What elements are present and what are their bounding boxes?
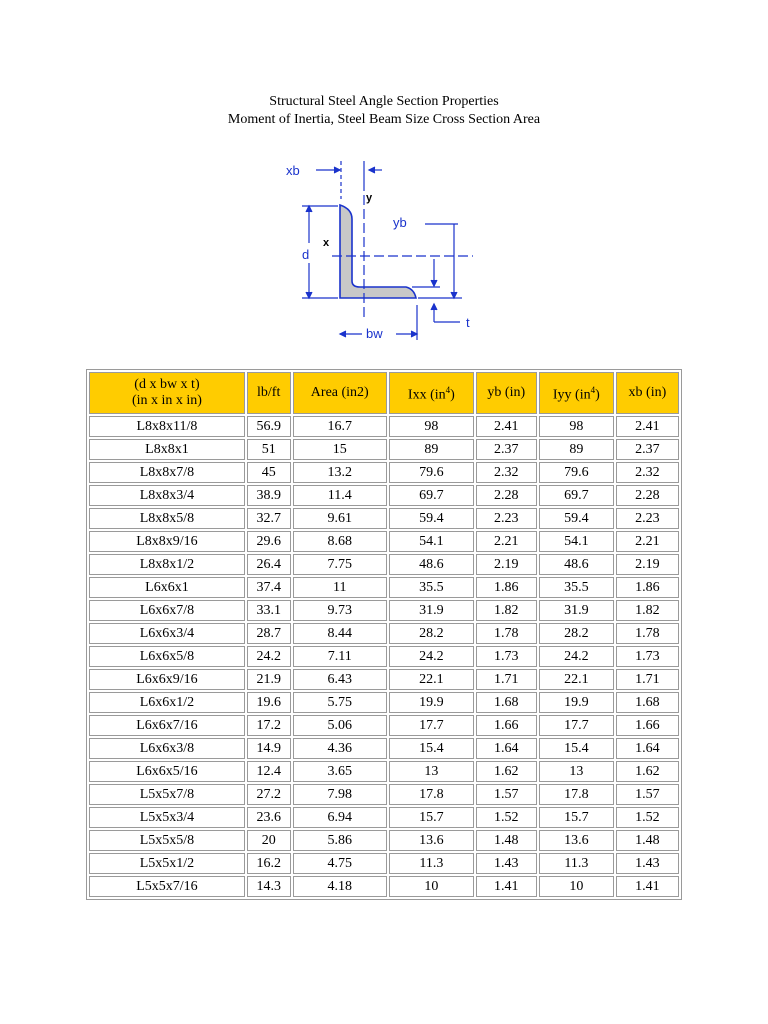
header-ixx-exp: 4	[445, 385, 451, 396]
cell-xb: 1.57	[616, 784, 679, 805]
label-yb: yb	[393, 215, 407, 230]
cell-yb: 1.73	[476, 646, 537, 667]
cell-lbft: 27.2	[247, 784, 291, 805]
cell-lbft: 17.2	[247, 715, 291, 736]
table-row	[89, 623, 679, 644]
cell-iyy: 48.6	[539, 554, 614, 575]
cell-lbft: 21.9	[247, 669, 291, 690]
cell-xb: 2.32	[616, 462, 679, 483]
cell-ixx: 98	[389, 416, 474, 437]
cell-iyy: 22.1	[539, 669, 614, 690]
cell-xb: 1.52	[616, 807, 679, 828]
cell-area: 8.68	[293, 531, 388, 552]
cell-ixx: 24.2	[389, 646, 474, 667]
header-area: Area (in2)	[293, 372, 388, 414]
cell-iyy: 13.6	[539, 830, 614, 851]
cell-yb: 2.23	[476, 508, 537, 529]
angle-section-diagram	[280, 155, 490, 345]
cell-xb: 1.82	[616, 600, 679, 621]
cell-lbft: 14.9	[247, 738, 291, 759]
cell-xb: 1.68	[616, 692, 679, 713]
label-t: t	[466, 315, 470, 330]
page-title: Structural Steel Angle Section Properties	[269, 94, 499, 109]
cell-lbft: 51	[247, 439, 291, 460]
cell-size: L8x8x9/16	[89, 531, 245, 552]
cell-area: 11	[293, 577, 388, 598]
cell-yb: 2.19	[476, 554, 537, 575]
cell-area: 4.18	[293, 876, 388, 897]
cell-area: 6.43	[293, 669, 388, 690]
cell-yb: 2.37	[476, 439, 537, 460]
cell-lbft: 37.4	[247, 577, 291, 598]
cell-iyy: 11.3	[539, 853, 614, 874]
cell-yb: 2.21	[476, 531, 537, 552]
cell-area: 5.86	[293, 830, 388, 851]
cell-lbft: 45	[247, 462, 291, 483]
cell-size: L8x8x7/8	[89, 462, 245, 483]
table-row	[89, 715, 679, 736]
cell-size: L5x5x5/8	[89, 830, 245, 851]
cell-area: 15	[293, 439, 388, 460]
cell-ixx: 79.6	[389, 462, 474, 483]
label-d: d	[302, 247, 310, 262]
cell-yb: 1.57	[476, 784, 537, 805]
cell-yb: 1.86	[476, 577, 537, 598]
page-subtitle: Moment of Inertia, Steel Beam Size Cross Section Area	[227, 112, 541, 127]
cell-iyy: 15.7	[539, 807, 614, 828]
cell-yb: 2.28	[476, 485, 537, 506]
cell-size: L6x6x7/16	[89, 715, 245, 736]
cell-yb: 2.32	[476, 462, 537, 483]
cell-yb: 1.41	[476, 876, 537, 897]
cell-xb: 1.78	[616, 623, 679, 644]
header-ixx-close: )	[450, 387, 455, 403]
cell-iyy: 15.4	[539, 738, 614, 759]
label-bw: bw	[366, 326, 383, 341]
cell-yb: 1.43	[476, 853, 537, 874]
label-xb: xb	[286, 163, 300, 178]
cell-area: 6.94	[293, 807, 388, 828]
table-row	[89, 761, 679, 782]
cell-ixx: 89	[389, 439, 474, 460]
cell-yb: 1.52	[476, 807, 537, 828]
cell-xb: 1.43	[616, 853, 679, 874]
table-row	[89, 439, 679, 460]
cell-area: 11.4	[293, 485, 388, 506]
cell-lbft: 14.3	[247, 876, 291, 897]
table-row	[89, 554, 679, 575]
cell-size: L6x6x3/4	[89, 623, 245, 644]
cell-iyy: 28.2	[539, 623, 614, 644]
cell-lbft: 20	[247, 830, 291, 851]
cell-iyy: 24.2	[539, 646, 614, 667]
cell-lbft: 33.1	[247, 600, 291, 621]
table-row	[89, 646, 679, 667]
cell-area: 4.75	[293, 853, 388, 874]
table-row	[89, 485, 679, 506]
table-row	[89, 462, 679, 483]
cell-xb: 2.21	[616, 531, 679, 552]
cell-xb: 1.73	[616, 646, 679, 667]
table-header-row	[89, 372, 679, 414]
cell-yb: 1.66	[476, 715, 537, 736]
cell-area: 5.06	[293, 715, 388, 736]
cell-xb: 1.66	[616, 715, 679, 736]
cell-ixx: 59.4	[389, 508, 474, 529]
cell-size: L5x5x7/16	[89, 876, 245, 897]
cell-ixx: 31.9	[389, 600, 474, 621]
section-properties-table	[86, 369, 682, 900]
cell-size: L8x8x1	[89, 439, 245, 460]
cell-iyy: 17.7	[539, 715, 614, 736]
cell-yb: 1.48	[476, 830, 537, 851]
cell-area: 7.75	[293, 554, 388, 575]
cell-yb: 2.41	[476, 416, 537, 437]
header-size	[89, 372, 245, 414]
cell-iyy: 35.5	[539, 577, 614, 598]
cell-size: L5x5x7/8	[89, 784, 245, 805]
cell-size: L6x6x7/8	[89, 600, 245, 621]
cell-area: 7.11	[293, 646, 388, 667]
cell-lbft: 26.4	[247, 554, 291, 575]
cell-area: 16.7	[293, 416, 388, 437]
cell-yb: 1.82	[476, 600, 537, 621]
cell-ixx: 19.9	[389, 692, 474, 713]
cell-ixx: 17.7	[389, 715, 474, 736]
header-iyy-close: )	[595, 387, 600, 403]
label-x: x	[323, 237, 330, 249]
cell-ixx: 48.6	[389, 554, 474, 575]
cell-size: L6x6x5/16	[89, 761, 245, 782]
cell-xb: 1.41	[616, 876, 679, 897]
table-row	[89, 784, 679, 805]
cell-area: 9.73	[293, 600, 388, 621]
cell-iyy: 79.6	[539, 462, 614, 483]
cell-lbft: 29.6	[247, 531, 291, 552]
cell-size: L8x8x1/2	[89, 554, 245, 575]
header-iyy	[539, 372, 614, 414]
cell-lbft: 28.7	[247, 623, 291, 644]
cell-area: 4.36	[293, 738, 388, 759]
table-row	[89, 853, 679, 874]
cell-iyy: 31.9	[539, 600, 614, 621]
cell-yb: 1.62	[476, 761, 537, 782]
cell-size: L6x6x1	[89, 577, 245, 598]
table-row	[89, 807, 679, 828]
header-size-line1: (d x bw x t)	[134, 377, 200, 392]
cell-ixx: 11.3	[389, 853, 474, 874]
cell-lbft: 19.6	[247, 692, 291, 713]
cell-size: L6x6x1/2	[89, 692, 245, 713]
cell-area: 5.75	[293, 692, 388, 713]
table-row	[89, 531, 679, 552]
cell-ixx: 28.2	[389, 623, 474, 644]
cell-size: L6x6x9/16	[89, 669, 245, 690]
cell-xb: 1.71	[616, 669, 679, 690]
header-iyy-exp: 4	[590, 385, 596, 396]
table-row	[89, 508, 679, 529]
cell-area: 3.65	[293, 761, 388, 782]
cell-lbft: 24.2	[247, 646, 291, 667]
cell-size: L8x8x11/8	[89, 416, 245, 437]
cell-iyy: 19.9	[539, 692, 614, 713]
cell-iyy: 54.1	[539, 531, 614, 552]
table-row	[89, 669, 679, 690]
cell-iyy: 10	[539, 876, 614, 897]
cell-ixx: 13	[389, 761, 474, 782]
cell-ixx: 17.8	[389, 784, 474, 805]
header-ixx	[389, 372, 474, 414]
cell-lbft: 23.6	[247, 807, 291, 828]
table-row	[89, 830, 679, 851]
cell-iyy: 98	[539, 416, 614, 437]
cell-size: L8x8x3/4	[89, 485, 245, 506]
cell-xb: 2.23	[616, 508, 679, 529]
header-yb: yb (in)	[476, 372, 537, 414]
header-size-line2: (in x in x in)	[131, 393, 202, 408]
cell-size: L6x6x5/8	[89, 646, 245, 667]
cell-iyy: 59.4	[539, 508, 614, 529]
cell-size: L5x5x3/4	[89, 807, 245, 828]
table-row	[89, 692, 679, 713]
cell-iyy: 17.8	[539, 784, 614, 805]
cell-iyy: 69.7	[539, 485, 614, 506]
cell-lbft: 38.9	[247, 485, 291, 506]
cell-yb: 1.78	[476, 623, 537, 644]
cell-ixx: 22.1	[389, 669, 474, 690]
table-row	[89, 416, 679, 437]
table-row	[89, 577, 679, 598]
cell-xb: 2.19	[616, 554, 679, 575]
cell-lbft: 16.2	[247, 853, 291, 874]
cell-ixx: 15.4	[389, 738, 474, 759]
cell-yb: 1.71	[476, 669, 537, 690]
table-row	[89, 600, 679, 621]
table-row	[89, 738, 679, 759]
cell-area: 13.2	[293, 462, 388, 483]
cell-ixx: 54.1	[389, 531, 474, 552]
cell-lbft: 56.9	[247, 416, 291, 437]
cell-xb: 1.64	[616, 738, 679, 759]
cell-lbft: 12.4	[247, 761, 291, 782]
cell-xb: 1.86	[616, 577, 679, 598]
cell-xb: 2.28	[616, 485, 679, 506]
cell-iyy: 13	[539, 761, 614, 782]
cell-ixx: 69.7	[389, 485, 474, 506]
table-row	[89, 876, 679, 897]
header-iyy-text: Iyy (in	[552, 387, 591, 403]
cell-iyy: 89	[539, 439, 614, 460]
cell-size: L6x6x3/8	[89, 738, 245, 759]
cell-ixx: 10	[389, 876, 474, 897]
cell-xb: 2.37	[616, 439, 679, 460]
cell-area: 7.98	[293, 784, 388, 805]
header-xb: xb (in)	[616, 372, 679, 414]
label-y: y	[366, 192, 373, 204]
header-ixx-text: Ixx (in	[407, 387, 446, 403]
cell-xb: 1.48	[616, 830, 679, 851]
cell-lbft: 32.7	[247, 508, 291, 529]
cell-ixx: 13.6	[389, 830, 474, 851]
cell-xb: 2.41	[616, 416, 679, 437]
header-lbft: lb/ft	[247, 372, 291, 414]
cell-area: 9.61	[293, 508, 388, 529]
cell-yb: 1.68	[476, 692, 537, 713]
cell-ixx: 35.5	[389, 577, 474, 598]
cell-yb: 1.64	[476, 738, 537, 759]
cell-size: L5x5x1/2	[89, 853, 245, 874]
cell-ixx: 15.7	[389, 807, 474, 828]
cell-size: L8x8x5/8	[89, 508, 245, 529]
cell-area: 8.44	[293, 623, 388, 644]
cell-xb: 1.62	[616, 761, 679, 782]
